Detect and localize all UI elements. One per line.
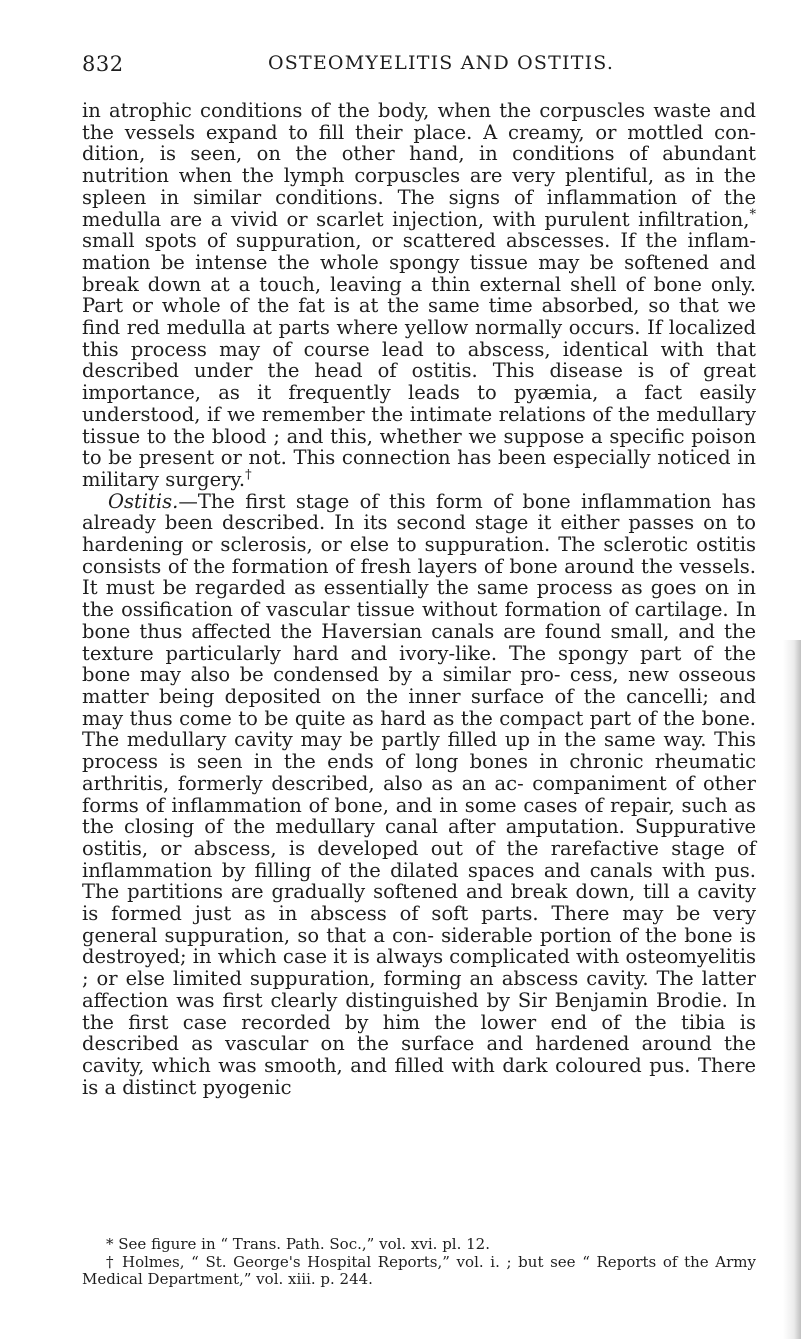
paragraph-ostitis (82, 491, 756, 1099)
paragraph-text: —The first stage of this form of bone inflammation has already been described. In its second stage it either passes on to hardening or sclerosis, or else to suppuration. The sclerotic ostitis consists of the formation of fresh layers of bone around the vessels. It must be regarded as essentially the same process as goes on in the ossification of vascular tissue without formation of cartilage. In bone thus affected the Haversian canals are found small, and the texture particularly hard and ivory-like. The spongy part of the bone may also be condensed by a similar pro- cess, new osseous matter being deposited on the inner surface of the cancelli; and may thus come to be quite as hard as the compact part of the bone. The medullary cavity may be partly filled up in the same way. This process is seen in the ends of long bones in chronic rheumatic arthritis, formerly described, also as an ac- companiment of other forms of inflammation of bone, and in some cases of repair, such as the closing of the medullary canal after amputation. Suppurative ostitis, or abscess, is developed out of the rarefactive stage of inflammation by filling of the dilated spaces and canals with pus. The partitions are gradually softened and break down, till a cavity is formed just as in abscess of soft parts. There may be very general suppuration, so that a con- siderable portion of the bone is destroyed; in which case it is always complicated with osteomyelitis ; or else limited suppuration, forming an abscess cavity. The latter affection was first clearly distinguished by Sir Benjamin Brodie. In the first case recorded by him the lower end of the tibia is described as vascular on the surface and hardened around the cavity, which was smooth, and filled with dark coloured pus. There is a distinct pyogenic (82, 489, 756, 1099)
footnotes (82, 1236, 756, 1289)
body-text (82, 100, 756, 1098)
footnote-2: † Holmes, “ St. George's Hospital Reports,” vol. i. ; but see “ Reports of the Army Medical Department,” vol. xiii. p. 244. (82, 1252, 756, 1288)
footnote-mark-2: † (245, 467, 252, 483)
paragraph-osteomyelitis (82, 100, 756, 491)
footnote-1: * See figure in “ Trans. Path. Soc.,” vol. xvi. pl. 12. (106, 1235, 490, 1253)
running-head (82, 52, 756, 82)
page-number: 832 (82, 52, 124, 76)
paragraph-text: in atrophic conditions of the body, when the corpuscles waste and the vessels expand to fill their place. A creamy, or mottled con- dition, is seen, on the other hand, in conditions of abundant nutrition when the lymph corpuscles are very plentiful, as in the spleen in similar conditions. The signs of inflammation of the medulla are a vivid or scarlet injection, with purulent infiltration, (82, 99, 756, 231)
footnote-mark-1: * (749, 207, 756, 223)
page-edge-shadow (783, 640, 801, 1339)
section-lead-ostitis: Ostitis. (108, 489, 179, 513)
running-title: OSTEOMYELITIS AND OSTITIS. (268, 52, 615, 74)
paragraph-text-continued: small spots of suppuration, or scattered abscesses. If the inflam- mation be intense the whole spongy tissue may be softened and break down at a touch, leaving a thin external shell of bone only. Part or whole of the fat is at the same time absorbed, so that we find red medulla at parts where yellow normally occurs. If localized this process may of course lead to abscess, identical with that described under the head of ostitis. This disease is of great importance, as it frequently leads to pyæmia, a fact easily understood, if we remember the intimate relations of the medullary tissue to the blood ; and this, whether we suppose a specific poison to be present or not. This connection has been especially noticed in military surgery. (82, 229, 756, 491)
